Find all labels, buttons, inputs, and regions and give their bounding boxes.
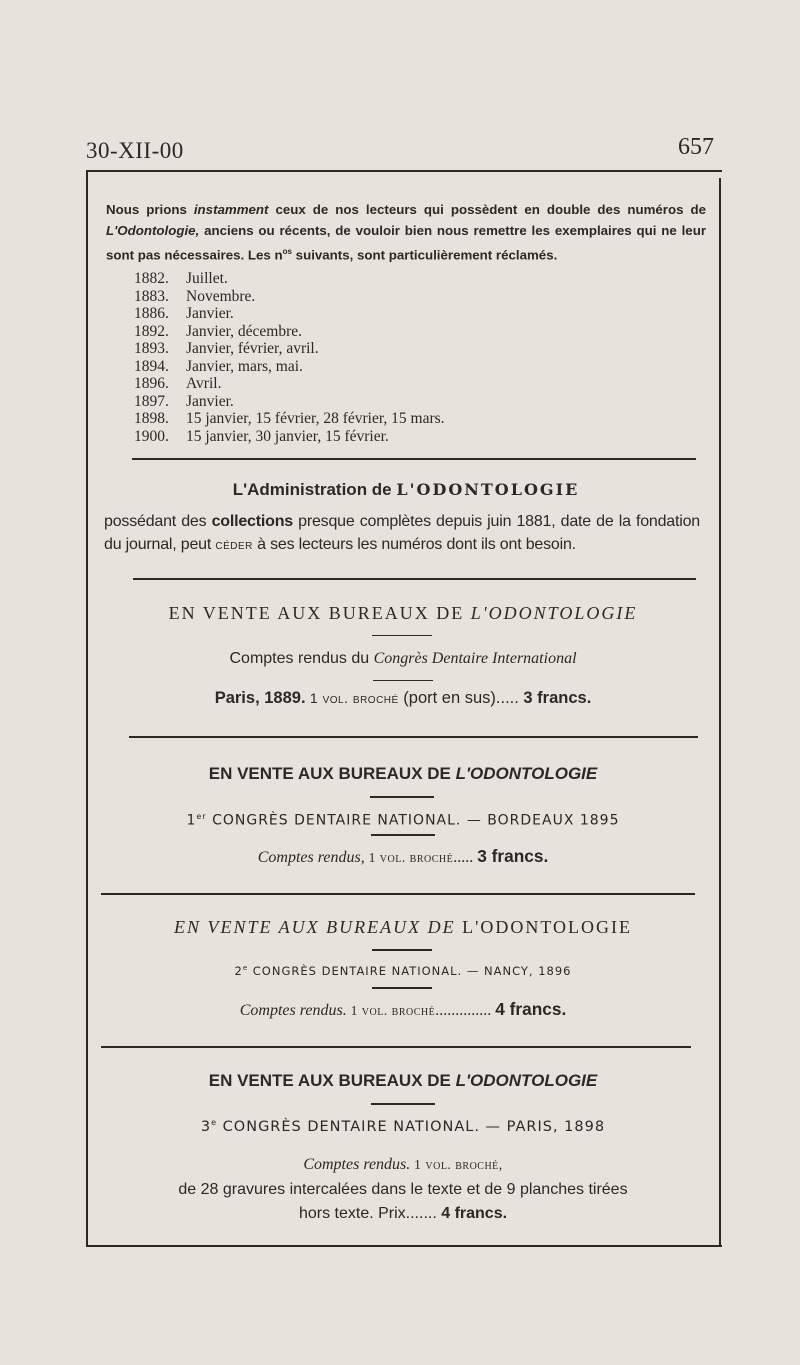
issue-months: Janvier, mars, mai. <box>186 357 303 375</box>
sale-subtitle-2-superscript: er <box>196 812 207 821</box>
sale-price-1-volume: 1 vol. broché <box>305 690 399 706</box>
sale-details-4-line-1 <box>100 1156 706 1174</box>
sale-heading-4-journal: L'ODONTOLOGIE <box>455 1071 598 1090</box>
wanted-issues-list <box>134 270 445 445</box>
issue-months: Juillet. <box>186 270 228 287</box>
administration-heading <box>106 480 706 500</box>
sale-price-3-amount: 4 francs. <box>495 999 567 1019</box>
short-divider <box>371 1103 435 1105</box>
short-divider <box>370 796 434 798</box>
sale-subtitle-2-text: CONGRÈS DENTAIRE NATIONAL. — BORDEAUX 1895 <box>206 812 620 829</box>
issue-year: 1883. <box>134 287 169 305</box>
sale-heading-3-journal: L'ODONTOLOGIE <box>455 917 633 937</box>
notice-journal-name: L'Odontologie, <box>106 223 200 238</box>
frame-bottom-border <box>86 1245 722 1247</box>
issue-months: Janvier, février, avril. <box>186 340 319 357</box>
sale-subtitle-4-number: 3 <box>200 1118 212 1135</box>
short-divider <box>372 635 432 636</box>
list-item <box>134 428 445 446</box>
issue-months: Janvier, décembre. <box>186 322 303 340</box>
issue-months: Novembre. <box>186 287 256 305</box>
sale-price-2-amount: 3 francs. <box>477 846 549 866</box>
sale-details-4-line-2: de 28 gravures intercalées dans le texte et de 9 planches tirées <box>178 1181 628 1198</box>
sale-heading-2 <box>100 764 706 784</box>
sale-heading-2-prefix: EN VENTE AUX BUREAUX DE <box>208 764 456 783</box>
sale-subtitle-1-congress: Congrès Dentaire International <box>373 650 577 667</box>
sale-price-2-dots: ..... <box>453 849 478 866</box>
sale-price-1-place: Paris, 1889. <box>214 689 306 707</box>
sale-details-4-volume: 1 vol. broché, <box>410 1157 503 1172</box>
sale-subtitle-1 <box>100 650 706 668</box>
issue-year: 1892. <box>134 322 169 340</box>
list-item <box>134 305 445 323</box>
sale-price-2-label: Comptes rendus, <box>257 849 365 866</box>
notice-superscript: os <box>282 247 292 256</box>
sale-price-3 <box>100 999 706 1020</box>
sale-heading-4 <box>100 1071 706 1091</box>
administration-text-c: presque complètes depuis juin 1881, date de la fondation du journal, peut <box>104 513 701 553</box>
divider <box>133 578 696 580</box>
issue-year: 1897. <box>134 392 169 410</box>
sale-subtitle-4-text: CONGRÈS DENTAIRE NATIONAL. — PARIS, 1898 <box>217 1118 606 1135</box>
running-header-date: 30-XII-00 <box>86 138 184 163</box>
sale-heading-1 <box>100 603 706 624</box>
administration-text-collections: collections <box>211 513 293 530</box>
list-item <box>134 323 445 341</box>
administration-heading-prefix: L'Administration de <box>232 480 397 499</box>
reader-notice <box>106 199 706 265</box>
sale-heading-4-prefix: EN VENTE AUX BUREAUX DE <box>208 1071 456 1090</box>
page-number: 657 <box>678 134 714 160</box>
sale-subtitle-2 <box>100 812 706 829</box>
sale-details-4-price-text: hors texte. Prix....... <box>298 1205 442 1222</box>
list-item <box>134 358 445 376</box>
issue-year: 1893. <box>134 340 169 357</box>
issue-year: 1886. <box>134 305 169 322</box>
issue-year: 1900. <box>134 427 169 445</box>
issue-months: 15 janvier, 30 janvier, 15 février. <box>186 427 389 445</box>
sale-price-3-dots: .............. <box>435 1002 496 1019</box>
sale-heading-1-prefix: EN VENTE AUX BUREAUX DE <box>168 603 471 623</box>
issue-year: 1898. <box>134 410 169 427</box>
issue-months: Avril. <box>186 375 222 392</box>
issue-year: 1896. <box>134 375 169 392</box>
frame-top-border <box>86 170 722 172</box>
short-divider <box>371 834 435 836</box>
sale-subtitle-2-number: 1 <box>186 812 197 829</box>
administration-text-ceder: céder <box>215 537 253 552</box>
administration-text-a: possédant des <box>104 513 212 530</box>
sale-price-1-port: (port en sus)..... <box>398 689 524 707</box>
issue-months: 15 janvier, 15 février, 28 février, 15 mars. <box>186 410 445 427</box>
sale-subtitle-3-text: CONGRÈS DENTAIRE NATIONAL. — NANCY, 1896 <box>248 964 572 978</box>
sale-heading-3 <box>100 917 706 938</box>
sale-heading-3-prefix: EN VENTE AUX BUREAUX DE <box>173 917 456 937</box>
sale-heading-2-journal: L'ODONTOLOGIE <box>455 764 598 783</box>
sale-price-2-volume: 1 vol. broché <box>364 850 454 865</box>
sale-price-1-amount: 3 francs. <box>523 689 592 707</box>
list-item <box>134 410 445 428</box>
list-item <box>134 288 445 306</box>
sale-details-4-label: Comptes rendus. <box>303 1156 411 1173</box>
issue-months: Janvier. <box>186 305 234 322</box>
sale-heading-1-journal: L'ODONTOLOGIE <box>470 603 638 623</box>
sale-subtitle-3-number: 2 <box>234 964 243 978</box>
list-item <box>134 270 445 288</box>
frame-left-border <box>86 171 88 1247</box>
notice-text-4: suivants, sont particulièrement réclamés. <box>291 247 558 263</box>
divider <box>132 458 696 460</box>
sale-price-3-volume: 1 vol. broché <box>346 1003 436 1018</box>
list-item <box>134 340 445 358</box>
sale-subtitle-3-superscript: e <box>242 964 249 973</box>
short-divider <box>373 680 433 681</box>
sale-price-3-label: Comptes rendus. <box>239 1002 347 1019</box>
administration-journal-name: L'ODONTOLOGIE <box>396 480 580 499</box>
notice-text-2: ceux de nos lecteurs qui possèdent en double des numéros de <box>268 202 706 217</box>
frame-right-border <box>719 178 721 1246</box>
sale-subtitle-4 <box>100 1118 706 1135</box>
list-item <box>134 393 445 411</box>
notice-text-3: anciens ou récents, de vouloir bien nous remettre les exemplaires qui ne leur sont pas nécessaires. Les n <box>106 223 706 263</box>
sale-subtitle-4-superscript: e <box>211 1118 218 1127</box>
sale-subtitle-3 <box>100 964 706 978</box>
issue-year: 1882. <box>134 270 169 287</box>
sale-details-4-line-3 <box>100 1205 706 1223</box>
administration-text-e: à ses lecteurs les numéros dont ils ont besoin. <box>252 536 576 553</box>
administration-text <box>104 510 700 556</box>
divider <box>101 1046 691 1048</box>
sale-price-1 <box>100 689 706 708</box>
list-item <box>134 375 445 393</box>
issue-year: 1894. <box>134 357 169 375</box>
notice-emphasis: instamment <box>193 202 269 217</box>
short-divider <box>372 949 432 951</box>
sale-subtitle-1-prefix: Comptes rendus du <box>229 650 374 667</box>
short-divider <box>372 987 432 989</box>
issue-months: Janvier. <box>186 392 234 410</box>
sale-details-4-amount: 4 francs. <box>441 1205 508 1222</box>
divider <box>129 736 698 738</box>
sale-price-2 <box>100 846 706 867</box>
divider <box>101 893 695 895</box>
notice-text-1: Nous prions <box>106 202 194 217</box>
